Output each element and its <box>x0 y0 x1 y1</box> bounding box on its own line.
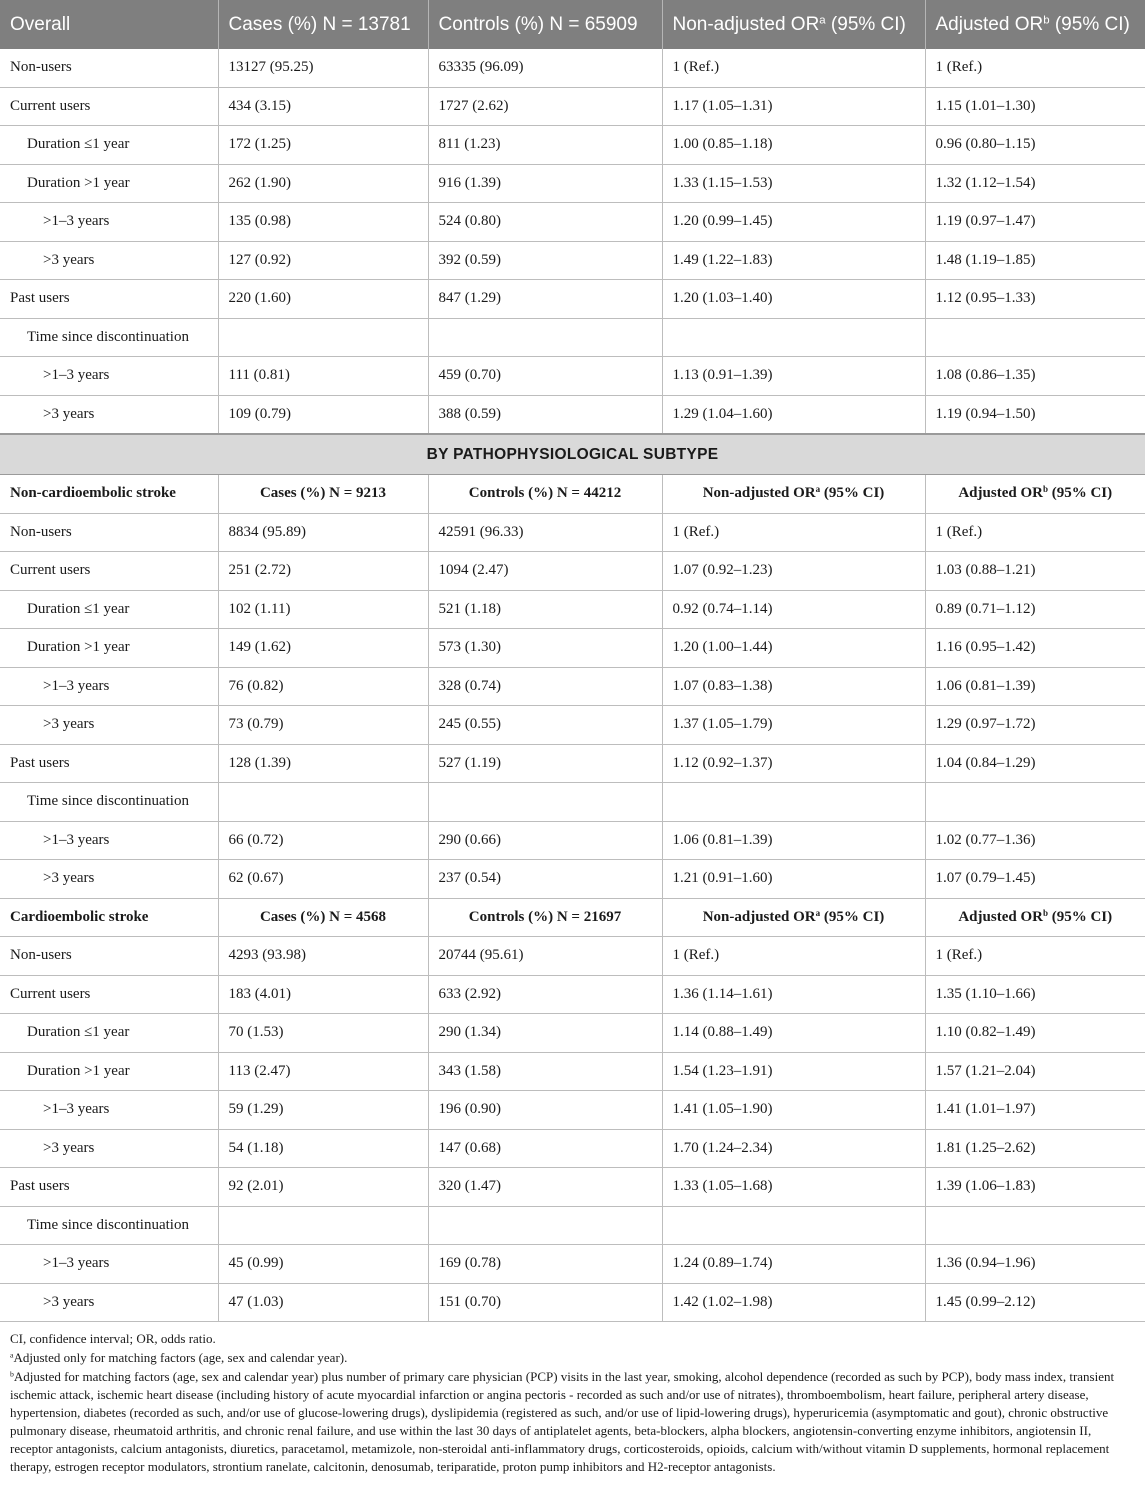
table-row <box>0 937 1145 976</box>
non-adjusted-or-value: 1.33 (1.15–1.53) <box>662 164 925 203</box>
adjusted-or-value: 1.10 (0.82–1.49) <box>925 1014 1145 1053</box>
table-row <box>0 280 1145 319</box>
adjusted-or-value: 1.16 (0.95–1.42) <box>925 629 1145 668</box>
row-label: Time since discontinuation <box>0 783 218 822</box>
table-row <box>0 975 1145 1014</box>
subhead-title: Cardioembolic stroke <box>0 898 218 937</box>
table-row <box>0 318 1145 357</box>
adjusted-or-value: 1.08 (0.86–1.35) <box>925 357 1145 396</box>
table-row <box>0 395 1145 434</box>
table-row <box>0 590 1145 629</box>
non-adjusted-or-value: 1.54 (1.23–1.91) <box>662 1052 925 1091</box>
non-adjusted-or-value: 1.20 (1.00–1.44) <box>662 629 925 668</box>
non-adjusted-or-value <box>662 783 925 822</box>
row-label: Duration >1 year <box>0 164 218 203</box>
controls-value <box>428 783 662 822</box>
table-row <box>0 87 1145 126</box>
row-label: Non-users <box>0 937 218 976</box>
non-adjusted-or-value: 1.21 (0.91–1.60) <box>662 860 925 899</box>
table-row <box>0 706 1145 745</box>
controls-value: 63335 (96.09) <box>428 49 662 87</box>
cases-value: 76 (0.82) <box>218 667 428 706</box>
cases-value: 62 (0.67) <box>218 860 428 899</box>
cases-value: 113 (2.47) <box>218 1052 428 1091</box>
table-row <box>0 1129 1145 1168</box>
adjusted-or-value: 1.12 (0.95–1.33) <box>925 280 1145 319</box>
non-adjusted-or-value: 1.17 (1.05–1.31) <box>662 87 925 126</box>
controls-value: 320 (1.47) <box>428 1168 662 1207</box>
subhead-controls: Controls (%) N = 44212 <box>428 475 662 514</box>
controls-value: 527 (1.19) <box>428 744 662 783</box>
row-label: >3 years <box>0 241 218 280</box>
cases-value: 13127 (95.25) <box>218 49 428 87</box>
adjusted-or-value: 1.45 (0.99–2.12) <box>925 1283 1145 1322</box>
cases-value: 66 (0.72) <box>218 821 428 860</box>
cases-value: 59 (1.29) <box>218 1091 428 1130</box>
non-adjusted-or-value: 1.41 (1.05–1.90) <box>662 1091 925 1130</box>
table-row <box>0 629 1145 668</box>
row-label: >3 years <box>0 860 218 899</box>
adjusted-or-value: 1.32 (1.12–1.54) <box>925 164 1145 203</box>
section-title: BY PATHOPHYSIOLOGICAL SUBTYPE <box>0 434 1145 475</box>
table-row <box>0 49 1145 87</box>
header-controls: Controls (%) N = 65909 <box>428 0 662 49</box>
table-row <box>0 783 1145 822</box>
cases-value: 127 (0.92) <box>218 241 428 280</box>
header-non-adjusted-or: Non-adjusted $OR^a$ (95% CI) <box>662 0 925 49</box>
controls-value: 343 (1.58) <box>428 1052 662 1091</box>
controls-value: 633 (2.92) <box>428 975 662 1014</box>
cases-value: 128 (1.39) <box>218 744 428 783</box>
subhead-non-adjusted-or: Non-adjusted $OR^a$ (95% CI) <box>662 475 925 514</box>
row-label: Non-users <box>0 49 218 87</box>
adjusted-or-value <box>925 1206 1145 1245</box>
row-label: Current users <box>0 975 218 1014</box>
non-adjusted-or-value: 1.36 (1.14–1.61) <box>662 975 925 1014</box>
subhead-adjusted-or: Adjusted $OR^b$ (95% CI) <box>925 898 1145 937</box>
adjusted-or-value: 1.29 (0.97–1.72) <box>925 706 1145 745</box>
controls-value: 328 (0.74) <box>428 667 662 706</box>
table-row <box>0 241 1145 280</box>
controls-value: 847 (1.29) <box>428 280 662 319</box>
adjusted-or-value: 1.06 (0.81–1.39) <box>925 667 1145 706</box>
table-row <box>0 552 1145 591</box>
row-label: >3 years <box>0 1129 218 1168</box>
row-label: >1–3 years <box>0 1245 218 1284</box>
controls-value: 388 (0.59) <box>428 395 662 434</box>
table-footnotes <box>0 1322 1145 1476</box>
row-label: >1–3 years <box>0 203 218 242</box>
row-label: >1–3 years <box>0 357 218 396</box>
table-row <box>0 1014 1145 1053</box>
cases-value <box>218 1206 428 1245</box>
table-row <box>0 1283 1145 1322</box>
row-label: Time since discontinuation <box>0 318 218 357</box>
row-label: >3 years <box>0 706 218 745</box>
cases-value: 47 (1.03) <box>218 1283 428 1322</box>
table-row <box>0 744 1145 783</box>
table-row <box>0 821 1145 860</box>
adjusted-or-value: 1.48 (1.19–1.85) <box>925 241 1145 280</box>
controls-value: 392 (0.59) <box>428 241 662 280</box>
table-header-row <box>0 0 1145 49</box>
adjusted-or-value: 1.03 (0.88–1.21) <box>925 552 1145 591</box>
subhead-controls: Controls (%) N = 21697 <box>428 898 662 937</box>
row-label: Non-users <box>0 513 218 552</box>
table-row <box>0 1245 1145 1284</box>
overall-rows <box>0 49 1145 434</box>
adjusted-or-value: 1.07 (0.79–1.45) <box>925 860 1145 899</box>
non-adjusted-or-value: 1.20 (0.99–1.45) <box>662 203 925 242</box>
non-adjusted-or-value: 1.29 (1.04–1.60) <box>662 395 925 434</box>
table-row <box>0 357 1145 396</box>
subhead-cardioembolic <box>0 898 1145 937</box>
row-label: Past users <box>0 744 218 783</box>
non-adjusted-or-value: 1.70 (1.24–2.34) <box>662 1129 925 1168</box>
row-label: Current users <box>0 87 218 126</box>
controls-value: 521 (1.18) <box>428 590 662 629</box>
table-row <box>0 667 1145 706</box>
footnote-b: $^b$Adjusted for matching factors (age, sex and calendar year) plus number of primary care physician (PCP) visits in the last year, smoking, alcohol dependence (recorded as such by PCP), body mass index, transient ischemic attack, ischemic heart disease (including history of acute myocardial infarction or angina pectoris - recorded as such and/or use of nitrates), thromboembolism, heart failure, peripheral artery disease, hypertension, diabetes (recorded as such, and/or use of glucose-lowering drugs), dyslipidemia (registered as such, and/or use of lipid-lowering drugs), hyperuricemia (asymptomatic and gout), chronic obstructive pulmonary disease, rheumatoid arthritis, and chronic renal failure, and use within the last 30 days of antiplatelet agents, beta-blockers, alpha blockers, angiotensin-converting enzyme inhibitors, angiotensin II, receptor antagonists, calcium antagonists, diuretics, paracetamol, metamizole, non-steroidal anti-inflammatory drugs, corticosteroids, opioids, calcium with/without vitamin D supplements, hormonal replacement therapy, estrogen receptor modulators, strontium ranelate, calcitonin, denosumab, teriparatide, proton pump inhibitors and H2-receptor antagonists. <box>10 1368 1115 1474</box>
controls-value: 237 (0.54) <box>428 860 662 899</box>
controls-value <box>428 318 662 357</box>
cardioembolic-rows <box>0 898 1145 1322</box>
subhead-cases: Cases (%) N = 4568 <box>218 898 428 937</box>
footnote-a: $^a$Adjusted only for matching factors (age, sex and calendar year). <box>10 1349 348 1365</box>
controls-value: 916 (1.39) <box>428 164 662 203</box>
non-adjusted-or-value: 1.37 (1.05–1.79) <box>662 706 925 745</box>
cases-value <box>218 783 428 822</box>
controls-value: 1727 (2.62) <box>428 87 662 126</box>
adjusted-or-value <box>925 783 1145 822</box>
non-adjusted-or-value: 1.06 (0.81–1.39) <box>662 821 925 860</box>
adjusted-or-value: 0.89 (0.71–1.12) <box>925 590 1145 629</box>
adjusted-or-value: 1.36 (0.94–1.96) <box>925 1245 1145 1284</box>
cases-value: 172 (1.25) <box>218 126 428 165</box>
cases-value: 434 (3.15) <box>218 87 428 126</box>
subhead-adjusted-or: Adjusted $OR^b$ (95% CI) <box>925 475 1145 514</box>
row-label: Current users <box>0 552 218 591</box>
table-row <box>0 203 1145 242</box>
cases-value: 4293 (93.98) <box>218 937 428 976</box>
non-adjusted-or-value: 0.92 (0.74–1.14) <box>662 590 925 629</box>
adjusted-or-value: 1.04 (0.84–1.29) <box>925 744 1145 783</box>
controls-value: 811 (1.23) <box>428 126 662 165</box>
cases-value: 262 (1.90) <box>218 164 428 203</box>
table-row <box>0 126 1145 165</box>
controls-value: 147 (0.68) <box>428 1129 662 1168</box>
adjusted-or-value: 1 (Ref.) <box>925 49 1145 87</box>
cases-value: 54 (1.18) <box>218 1129 428 1168</box>
cases-value: 45 (0.99) <box>218 1245 428 1284</box>
cases-value <box>218 318 428 357</box>
row-label: Duration ≤1 year <box>0 590 218 629</box>
non-adjusted-or-value: 1.13 (0.91–1.39) <box>662 357 925 396</box>
subhead-noncardioembolic <box>0 475 1145 514</box>
cases-value: 135 (0.98) <box>218 203 428 242</box>
table-row <box>0 1091 1145 1130</box>
row-label: >3 years <box>0 395 218 434</box>
row-label: >1–3 years <box>0 1091 218 1130</box>
table-row <box>0 1168 1145 1207</box>
non-adjusted-or-value: 1.49 (1.22–1.83) <box>662 241 925 280</box>
row-label: >1–3 years <box>0 667 218 706</box>
controls-value: 524 (0.80) <box>428 203 662 242</box>
section-row <box>0 434 1145 475</box>
non-adjusted-or-value: 1 (Ref.) <box>662 513 925 552</box>
non-adjusted-or-value: 1.12 (0.92–1.37) <box>662 744 925 783</box>
cases-value: 8834 (95.89) <box>218 513 428 552</box>
table-row <box>0 860 1145 899</box>
row-label: Past users <box>0 1168 218 1207</box>
controls-value: 169 (0.78) <box>428 1245 662 1284</box>
controls-value: 20744 (95.61) <box>428 937 662 976</box>
adjusted-or-value: 1 (Ref.) <box>925 513 1145 552</box>
cases-value: 92 (2.01) <box>218 1168 428 1207</box>
adjusted-or-value: 1.15 (1.01–1.30) <box>925 87 1145 126</box>
non-adjusted-or-value: 1.14 (0.88–1.49) <box>662 1014 925 1053</box>
non-adjusted-or-value: 1.24 (0.89–1.74) <box>662 1245 925 1284</box>
subhead-title: Non-cardioembolic stroke <box>0 475 218 514</box>
table-row <box>0 1052 1145 1091</box>
cases-value: 109 (0.79) <box>218 395 428 434</box>
table-row <box>0 1206 1145 1245</box>
adjusted-or-value: 1.19 (0.94–1.50) <box>925 395 1145 434</box>
adjusted-or-value <box>925 318 1145 357</box>
row-label: Duration >1 year <box>0 629 218 668</box>
non-adjusted-or-value: 1.07 (0.92–1.23) <box>662 552 925 591</box>
row-label: Duration ≤1 year <box>0 1014 218 1053</box>
non-adjusted-or-value: 1.07 (0.83–1.38) <box>662 667 925 706</box>
controls-value: 459 (0.70) <box>428 357 662 396</box>
controls-value <box>428 1206 662 1245</box>
non-adjusted-or-value <box>662 318 925 357</box>
header-overall: Overall <box>0 0 218 49</box>
non-adjusted-or-value: 1 (Ref.) <box>662 937 925 976</box>
row-label: Time since discontinuation <box>0 1206 218 1245</box>
non-adjusted-or-value: 1.00 (0.85–1.18) <box>662 126 925 165</box>
header-cases: Cases (%) N = 13781 <box>218 0 428 49</box>
non-adjusted-or-value: 1.42 (1.02–1.98) <box>662 1283 925 1322</box>
controls-value: 196 (0.90) <box>428 1091 662 1130</box>
header-adjusted-or: Adjusted $OR^b$ (95% CI) <box>925 0 1145 49</box>
cases-value: 111 (0.81) <box>218 357 428 396</box>
non-adjusted-or-value: 1.20 (1.03–1.40) <box>662 280 925 319</box>
subhead-cases: Cases (%) N = 9213 <box>218 475 428 514</box>
adjusted-or-value: 1.19 (0.97–1.47) <box>925 203 1145 242</box>
table-row <box>0 513 1145 552</box>
non-adjusted-or-value: 1.33 (1.05–1.68) <box>662 1168 925 1207</box>
row-label: Past users <box>0 280 218 319</box>
row-label: Duration ≤1 year <box>0 126 218 165</box>
noncardioembolic-rows <box>0 475 1145 899</box>
controls-value: 1094 (2.47) <box>428 552 662 591</box>
controls-value: 573 (1.30) <box>428 629 662 668</box>
cases-value: 251 (2.72) <box>218 552 428 591</box>
table-row <box>0 164 1145 203</box>
subhead-non-adjusted-or: Non-adjusted $OR^a$ (95% CI) <box>662 898 925 937</box>
row-label: >3 years <box>0 1283 218 1322</box>
footnote-abbreviations: CI, confidence interval; OR, odds ratio. <box>10 1331 216 1346</box>
non-adjusted-or-value <box>662 1206 925 1245</box>
non-adjusted-or-value: 1 (Ref.) <box>662 49 925 87</box>
controls-value: 151 (0.70) <box>428 1283 662 1322</box>
controls-value: 290 (0.66) <box>428 821 662 860</box>
adjusted-or-value: 1.02 (0.77–1.36) <box>925 821 1145 860</box>
adjusted-or-value: 0.96 (0.80–1.15) <box>925 126 1145 165</box>
controls-value: 245 (0.55) <box>428 706 662 745</box>
adjusted-or-value: 1 (Ref.) <box>925 937 1145 976</box>
cases-value: 70 (1.53) <box>218 1014 428 1053</box>
adjusted-or-value: 1.81 (1.25–2.62) <box>925 1129 1145 1168</box>
row-label: >1–3 years <box>0 821 218 860</box>
row-label: Duration >1 year <box>0 1052 218 1091</box>
cases-value: 73 (0.79) <box>218 706 428 745</box>
adjusted-or-value: 1.41 (1.01–1.97) <box>925 1091 1145 1130</box>
cases-value: 102 (1.11) <box>218 590 428 629</box>
adjusted-or-value: 1.57 (1.21–2.04) <box>925 1052 1145 1091</box>
cases-value: 183 (4.01) <box>218 975 428 1014</box>
controls-value: 290 (1.34) <box>428 1014 662 1053</box>
controls-value: 42591 (96.33) <box>428 513 662 552</box>
adjusted-or-value: 1.35 (1.10–1.66) <box>925 975 1145 1014</box>
cases-value: 220 (1.60) <box>218 280 428 319</box>
cases-value: 149 (1.62) <box>218 629 428 668</box>
adjusted-or-value: 1.39 (1.06–1.83) <box>925 1168 1145 1207</box>
